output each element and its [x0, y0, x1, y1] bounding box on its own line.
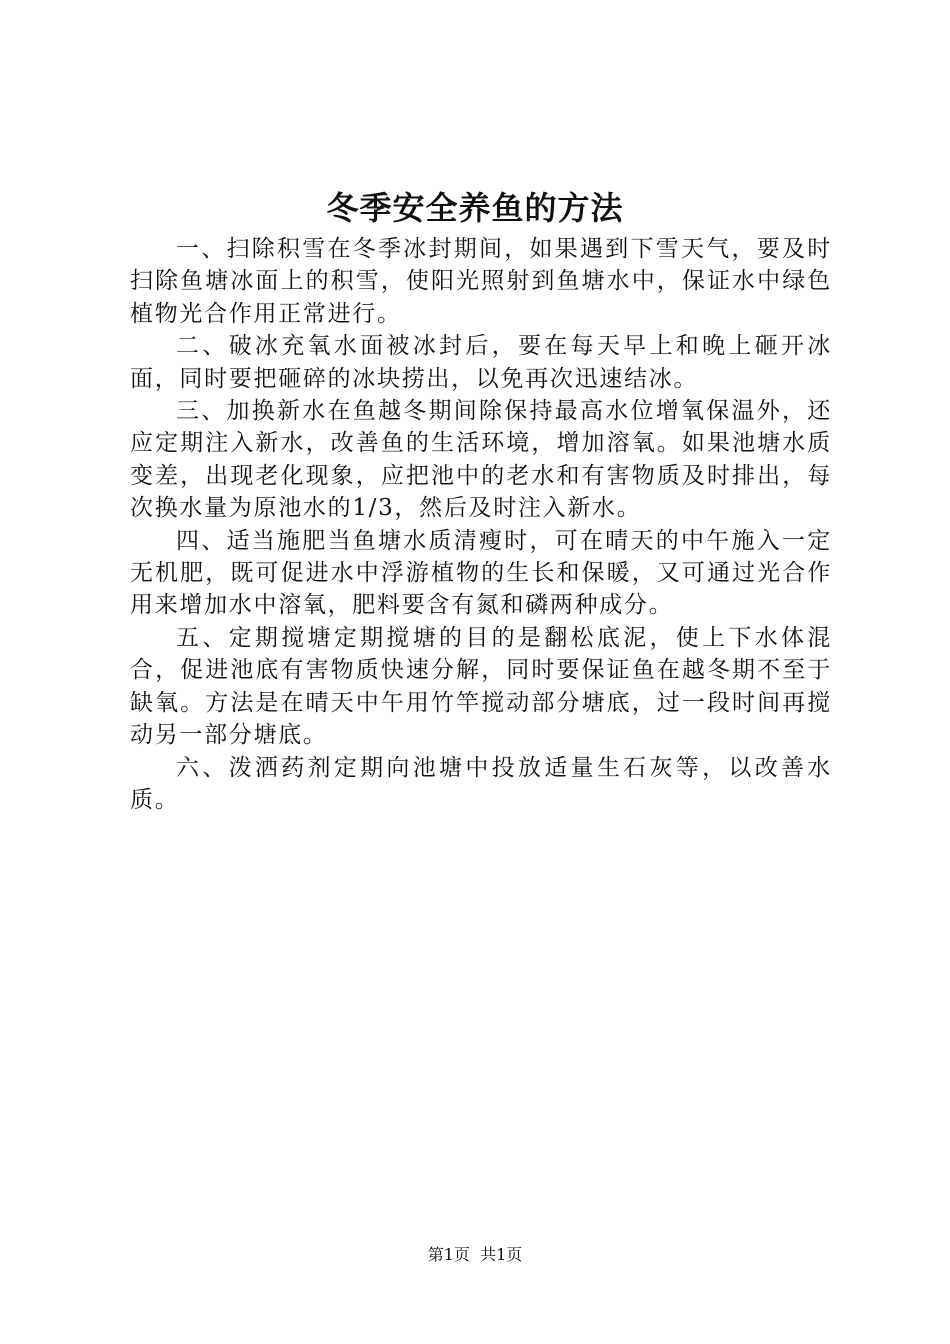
page-title: 冬季安全养鱼的方法: [326, 189, 624, 227]
paragraph-1: 一、扫除积雪在冬季冰封期间，如果遇到下雪天气，要及时扫除鱼塘冰面上的积雪，使阳光照射到鱼塘水中，保证水中绿色植物光合作用正常进行。: [130, 236, 832, 327]
paragraph-4: 四、适当施肥当鱼塘水质清瘦时，可在晴天的中午施入一定无机肥，既可促进水中浮游植物的生长和保暖，又可通过光合作用来增加水中溶氧，肥料要含有氮和磷两种成分。: [130, 527, 832, 619]
paragraph-3: 三、加换新水在鱼越冬期间除保持最高水位增氧保温外，还应定期注入新水，改善鱼的生活环境，增加溶氧。如果池塘水质变差，出现老化现象，应把池中的老水和有害物质及时排出，每次换水量为原池水的1/3，然后及时注入新水。: [130, 398, 832, 522]
document-body: [130, 233, 832, 816]
paragraph-2: 二、破冰充氧水面被冰封后，要在每天早上和晚上砸开冰面，同时要把砸碎的冰块捞出，以免再次迅速结冰。: [130, 333, 832, 392]
paragraph-5: 五、定期搅塘定期搅塘的目的是翻松底泥，使上下水体混合，促进池底有害物质快速分解，同时要保证鱼在越冬期不至于缺氧。方法是在晴天中午用竹竿搅动部分塘底，过一段时间再搅动另一部分塘底。: [130, 624, 832, 749]
paragraph-6: 六、泼洒药剂定期向池塘中投放适量生石灰等，以改善水质。: [130, 754, 832, 813]
page-footer: 第1页 共1页: [427, 1245, 523, 1264]
